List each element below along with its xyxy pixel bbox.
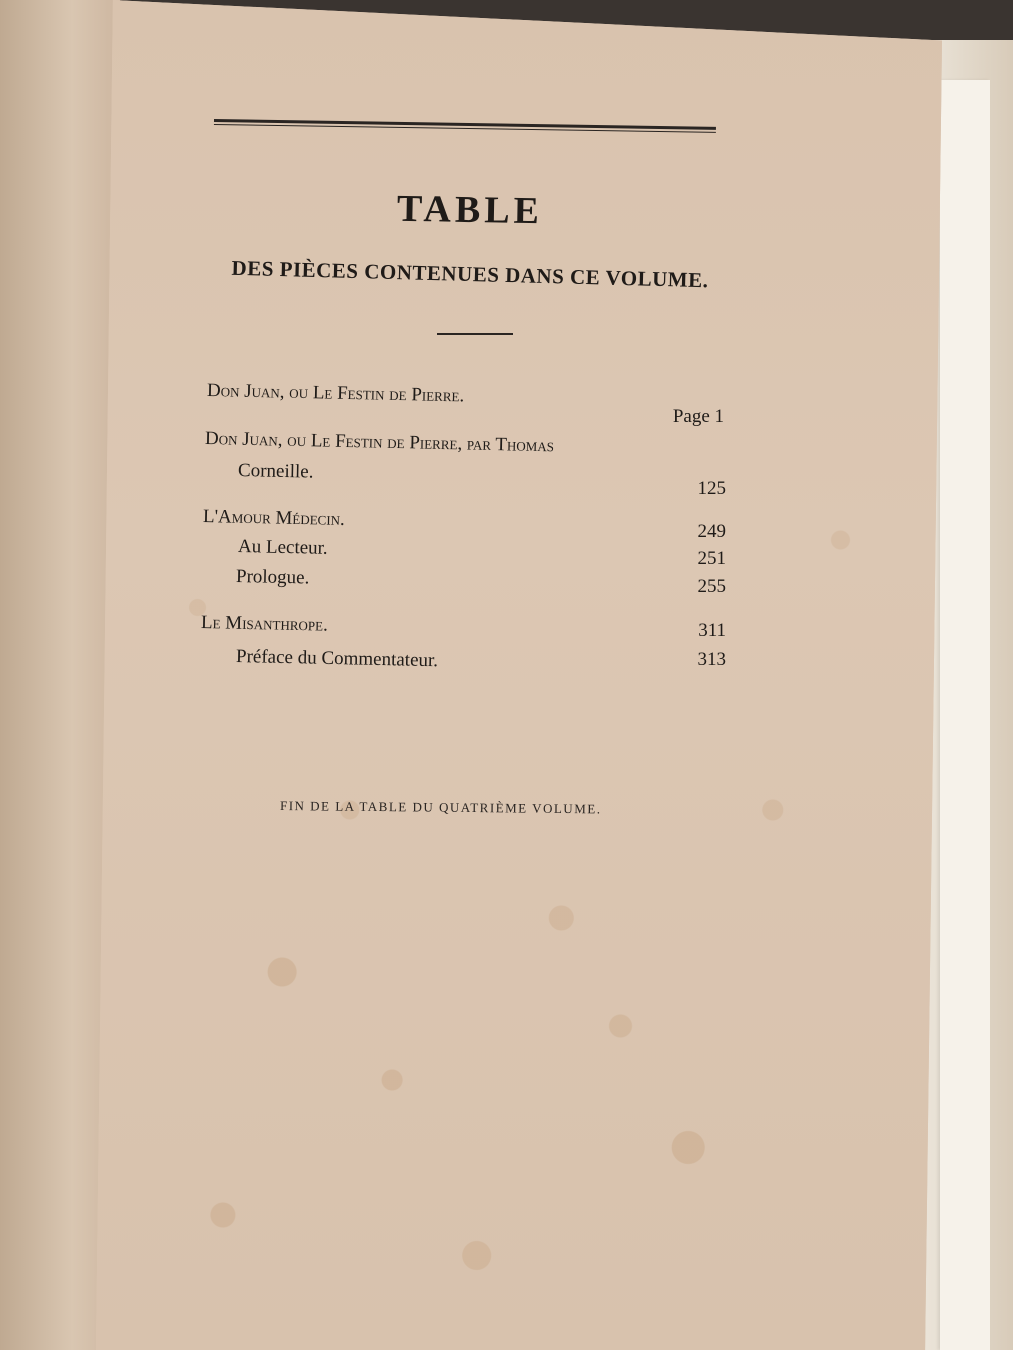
toc-entry-don-juan-corneille: Don Juan, ou Le Festin de Pierre, par Thomas [204, 428, 555, 457]
toc-page-preface: 313 [697, 649, 726, 670]
toc-entry-don-juan-corneille-cont: Corneille. [237, 460, 314, 483]
toc-entry-preface: Préface du Commentateur. [235, 646, 439, 672]
toc-entry-prologue: Prologue. [235, 566, 310, 589]
toc-page-au-lecteur: 251 [697, 548, 726, 569]
toc-entry-don-juan: Don Juan, ou Le Festin de Pierre. [206, 380, 465, 407]
toc-entry-misanthrope: Le Misanthrope. [200, 612, 329, 636]
toc-page-don-juan: Page 1 [672, 406, 724, 427]
toc-entry-amour-medecin: L'Amour Médecin. [202, 506, 346, 530]
table-footer: FIN DE LA TABLE DU QUATRIÈME VOLUME. [279, 798, 602, 817]
page-title: TABLE [396, 187, 544, 233]
toc-page-amour-medecin: 249 [697, 521, 726, 542]
page-subtitle: DES PIÈCES CONTENUES DANS CE VOLUME. [231, 255, 709, 293]
title-separator [437, 333, 513, 335]
toc-page-prologue: 255 [697, 576, 726, 597]
right-page-flap [940, 80, 990, 1350]
toc-page-don-juan-corneille: 125 [697, 478, 726, 499]
toc-page-misanthrope: 311 [698, 620, 726, 641]
toc-entry-au-lecteur: Au Lecteur. [237, 536, 328, 559]
